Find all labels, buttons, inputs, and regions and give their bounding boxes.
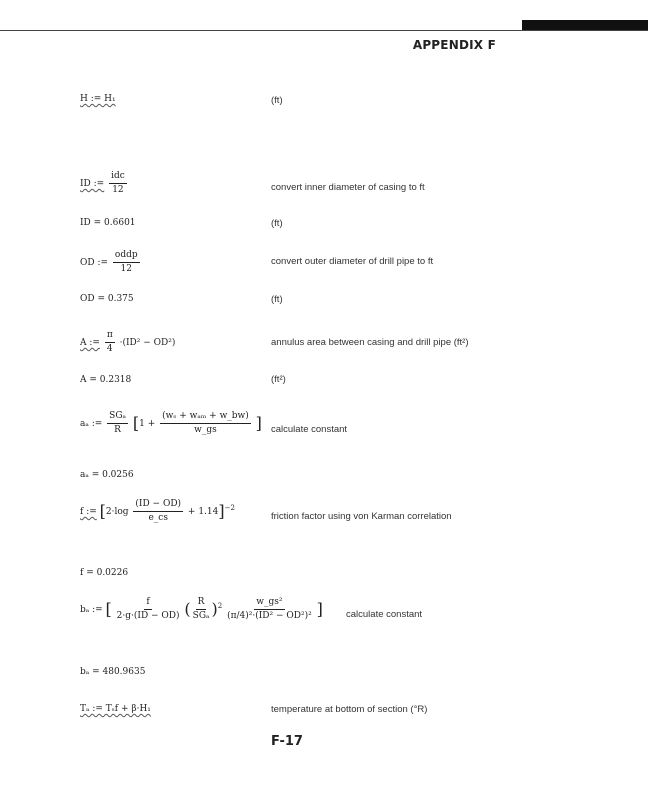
desc-ba: calculate constant	[346, 609, 423, 620]
equation-h: H := H₁	[80, 94, 116, 104]
equation-ta: Tₐ := Tₛf + β·H₁	[80, 704, 151, 714]
desc-f: friction factor using von Karman correlation	[271, 511, 452, 522]
equation-aa: aₐ := $\frac{\text{SGₐ}}{R}$ [1 + $\frac{\text{(wₛ + wₐₘ + w\_bw)}}{w\_gs}$ ]	[80, 411, 262, 435]
desc-ta: temperature at bottom of section (°R)	[271, 704, 428, 715]
desc-od-unit: (ft)	[271, 294, 283, 305]
equation-ba: bₐ := [ $\frac{f}{2\cdot g\cdot(ID - OD)}$ ( $\frac{R}{\text{SGₐ}}$ )$^2$ $\frac{\text{w\_gs²}}{\text{(π/4)²·(ID² − OD²)²}}$ ]	[80, 597, 323, 621]
header-rule	[0, 30, 648, 31]
desc-area-unit: (ft²)	[271, 374, 286, 385]
equation-id: ID := $\frac{\text{idc}}{12}$	[80, 171, 125, 195]
equation-area: A := $\frac{\pi}{4}$ ·(ID² − OD²)	[80, 330, 176, 354]
equation-f: f := [2·log $\frac{(ID - OD)}{e\_cs}$ + 1.14]$^{-2}$	[80, 499, 235, 523]
result-id: ID = 0.6601	[80, 218, 136, 228]
desc-h: (ft)	[271, 95, 283, 106]
result-od: OD = 0.375	[80, 294, 134, 304]
page-number: F-17	[271, 734, 303, 749]
result-area: A = 0.2318	[80, 375, 132, 385]
desc-id-unit: (ft)	[271, 218, 283, 229]
header-bar	[522, 20, 648, 30]
appendix-title: APPENDIX F	[412, 38, 496, 52]
desc-id: convert inner diameter of casing to ft	[271, 182, 425, 193]
result-ba: bₐ = 480.9635	[80, 667, 146, 677]
desc-aa: calculate constant	[271, 424, 348, 435]
equation-od: OD := $\frac{\text{oddp}}{12}$	[80, 250, 138, 274]
result-f: f = 0.0226	[80, 568, 129, 578]
desc-od: convert outer diameter of drill pipe to ft	[271, 256, 434, 267]
result-aa: aₐ = 0.0256	[80, 470, 134, 480]
desc-area: annulus area between casing and drill pipe (ft²)	[271, 337, 469, 348]
